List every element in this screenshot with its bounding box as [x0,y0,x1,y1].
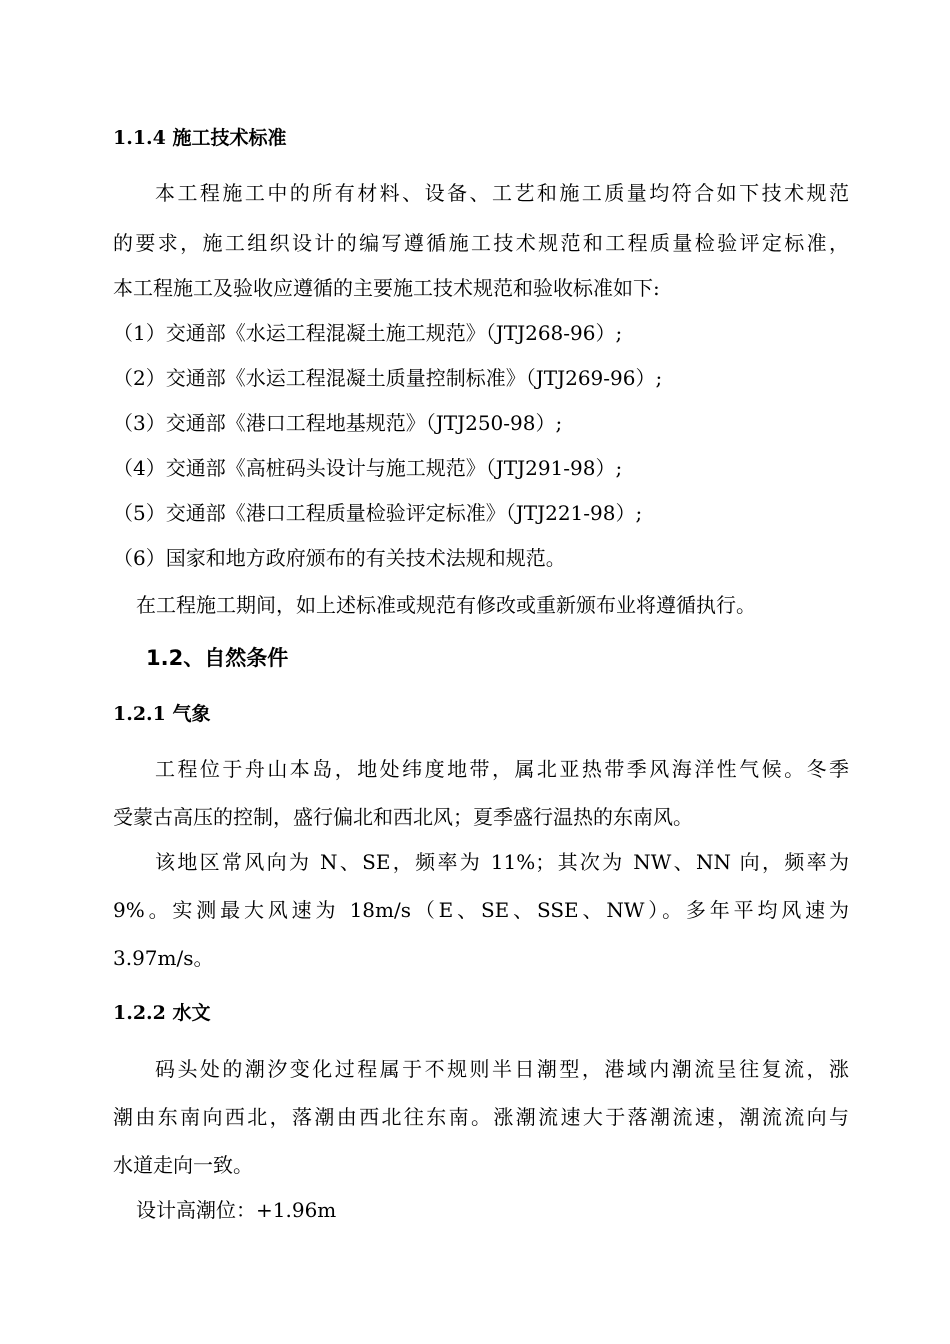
paragraph-line: 的要求，施工组织设计的编写遵循施工技术规范和工程质量检验评定标准， [113,231,849,255]
paragraph-line: 3.97m/s。 [113,946,214,970]
closing-statement: 在工程施工期间，如上述标准或规范有修改或重新颁布业将遵循执行。 [136,593,756,617]
paragraph-line: 水道走向一致。 [113,1153,253,1177]
design-high-tide-level: 设计高潮位：+1.96m [136,1198,337,1222]
paragraph-line: 9%。实测最大风速为 18m/s（E、SE、SSE、NW）。多年平均风速为 [113,898,849,922]
list-item: （4）交通部《高桩码头设计与施工规范》（JTJ291-98）; [113,456,623,480]
paragraph-line: 工程位于舟山本岛，地处纬度地带，属北亚热带季风海洋性气候。冬季 [155,757,849,781]
list-item: （1）交通部《水运工程混凝土施工规范》（JTJ268-96）; [113,321,623,345]
paragraph-line: 该地区常风向为 N、SE，频率为 11%；其次为 NW、NN 向，频率为 [155,850,849,874]
heading-1-2-2: 1.2.2 水文 [113,1002,211,1024]
heading-1-1-4: 1.1.4 施工技术标准 [113,127,287,149]
list-item: （3）交通部《港口工程地基规范》（JTJ250-98）; [113,411,563,435]
paragraph-line: 受蒙古高压的控制，盛行偏北和西北风；夏季盛行温热的东南风。 [113,805,693,829]
paragraph-line: 本工程施工及验收应遵循的主要施工技术规范和验收标准如下: [113,276,660,300]
list-item: （6）国家和地方政府颁布的有关技术法规和规范。 [113,546,566,570]
list-item: （2）交通部《水运工程混凝土质量控制标准》（JTJ269-96）; [113,366,663,390]
list-item: （5）交通部《港口工程质量检验评定标准》（JTJ221-98）; [113,501,643,525]
heading-1-2-1: 1.2.1 气象 [113,703,211,725]
section-title-1-2: 1.2、自然条件 [146,646,289,670]
paragraph-line: 本工程施工中的所有材料、设备、工艺和施工质量均符合如下技术规范 [155,181,849,205]
paragraph-line: 码头处的潮汐变化过程属于不规则半日潮型，港域内潮流呈往复流，涨 [155,1057,849,1081]
paragraph-line: 潮由东南向西北，落潮由西北往东南。涨潮流速大于落潮流速，潮流流向与 [113,1105,849,1129]
